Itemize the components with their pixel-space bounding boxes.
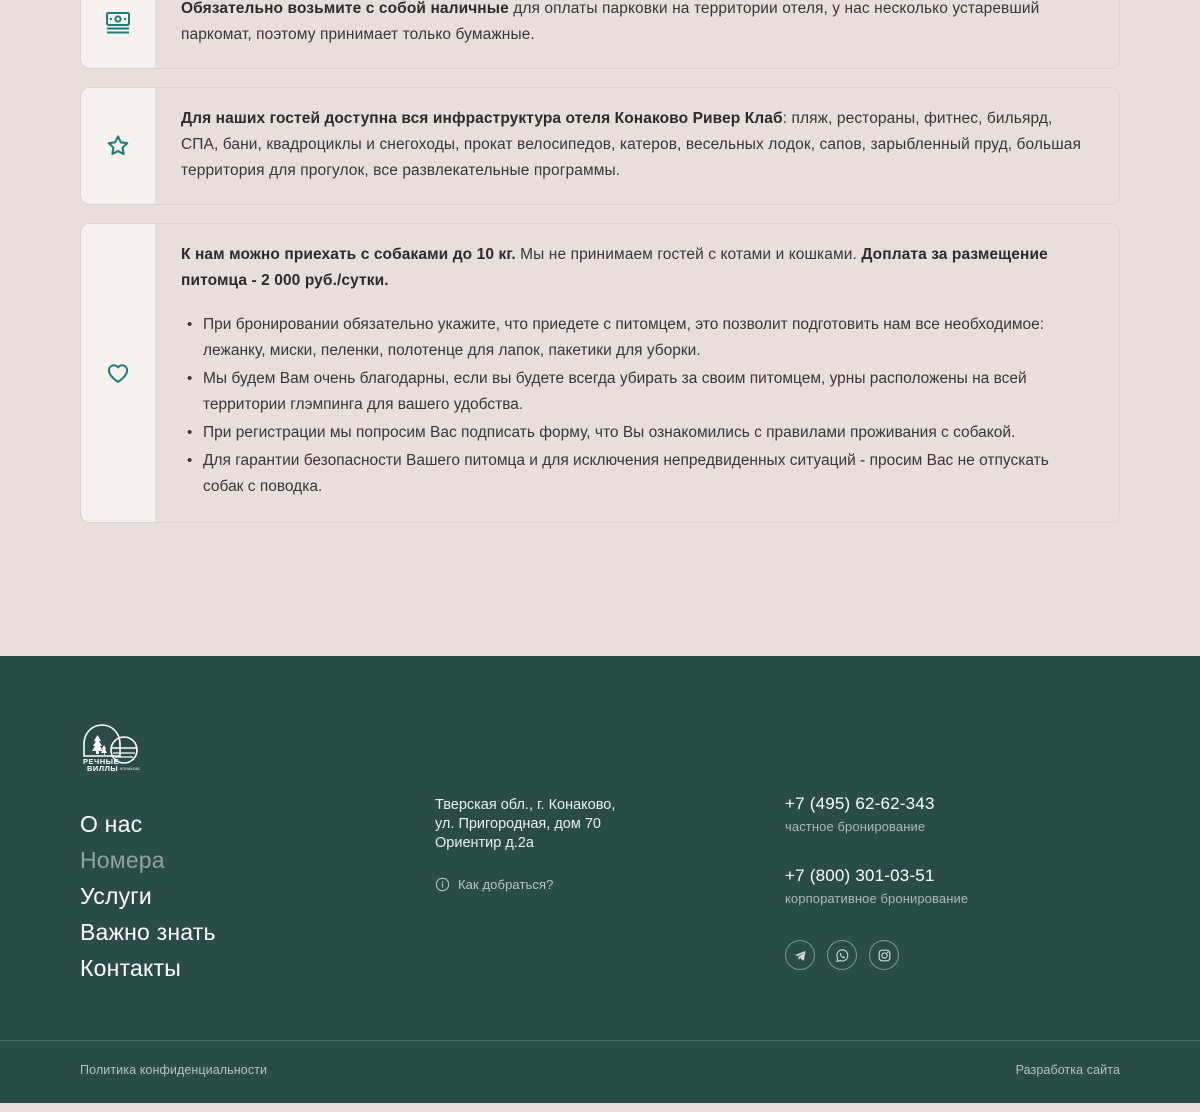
instagram-icon[interactable] [869, 940, 899, 970]
phone-block-private [785, 792, 1120, 838]
info-card [80, 0, 1120, 69]
list-item: • Мы будем Вам очень благодарны, если вы будете всегда убирать за своим питомцем, урны расположены на всей территории глэмпинга для вашего удобства. [181, 366, 1093, 418]
card-icon-panel [81, 0, 155, 68]
card-bullet-list [181, 312, 1093, 502]
address-line-3: Ориентир д.2а [435, 835, 534, 851]
card-bold-lead: Обязательно возьмите с собой наличные [181, 0, 509, 17]
card-icon-panel [81, 224, 155, 522]
card-bold-lead: К нам можно приехать с собаками до 10 кг. [181, 246, 516, 263]
footer-nav-item-important[interactable]: Важно знать [80, 919, 216, 945]
how-to-get-label: Как добраться? [458, 877, 554, 892]
card-body [155, 88, 1119, 204]
footer-main [0, 656, 1200, 1040]
privacy-policy-link[interactable]: Политика конфиденциальности [80, 1063, 268, 1077]
phone-caption-private: частное бронирование [785, 819, 926, 834]
card-paragraph [181, 0, 1093, 48]
svg-text:ВИЛЛЫ: ВИЛЛЫ [87, 764, 119, 772]
site-developer-link[interactable]: Разработка сайта [1015, 1063, 1120, 1077]
footer-nav-item-about[interactable]: О нас [80, 811, 143, 837]
card-body [155, 0, 1119, 68]
card-text-rest: : пляж, рестораны, фитнес, бильярд, СПА, бани, квадроциклы и снегоходы, прокат велосипедов, катеров, весельных лодок, сапов, зарыбленный пруд, большая территория для прогулок, все развлекательные программы. [181, 110, 1081, 179]
footer-brand-column [80, 718, 435, 986]
footer-bottom-bar [0, 1041, 1200, 1103]
footer-navigation [80, 806, 435, 986]
svg-text:РЕЧНЫЕ: РЕЧНЫЕ [83, 757, 120, 766]
footer-nav-item-services[interactable]: Услуги [80, 883, 152, 909]
card-paragraph [181, 106, 1093, 184]
footer-nav-item-rooms[interactable]: Номера [80, 847, 165, 873]
card-bold-lead: Для наших гостей доступна вся инфраструктура отеля Конаково Ривер Клаб [181, 110, 783, 127]
address-line-2: ул. Пригородная, дом 70 [435, 816, 601, 832]
address-line-1: Тверская обл., г. Конаково, [435, 797, 616, 813]
list-item: • При регистрации мы попросим Вас подписать форму, что Вы ознакомились с правилами проживания с собакой. [181, 420, 1093, 446]
list-item: • При бронировании обязательно укажите, что приедете с питомцем, это позволит подготовить нам все необходимое: лежанку, миски, пеленки, полотенце для лапок, пакетики для уборки. [181, 312, 1093, 364]
svg-text:КОНАКОВО: КОНАКОВО [120, 767, 140, 771]
phone-caption-corporate: корпоративное бронирование [785, 891, 969, 906]
river-villas-logo-icon[interactable] [80, 718, 140, 772]
footer-nav-item-contacts[interactable]: Контакты [80, 955, 181, 981]
site-footer [0, 656, 1200, 1103]
list-item: • Для гарантии безопасности Вашего питомца и для исключения непредвиденных ситуаций - просим Вас не отпускать собак с поводка. [181, 448, 1093, 500]
cash-banknote-icon [105, 10, 131, 36]
card-bold-tail: Доплата за размещение питомца - 2 000 руб./сутки. [181, 246, 1048, 289]
whatsapp-icon[interactable] [827, 940, 857, 970]
phone-block-corporate [785, 864, 1120, 910]
social-links [785, 940, 1120, 970]
heart-outline-icon [105, 360, 131, 386]
card-text-rest: Мы не принимаем гостей с котами и кошками. [515, 246, 862, 263]
card-text-rest: для оплаты парковки на территории отеля, у нас несколько устаревший паркомат, поэтому принимает только бумажные. [181, 0, 1040, 43]
phone-number-corporate[interactable]: +7 (800) 301-03-51 [785, 866, 935, 885]
info-circle-icon [435, 877, 450, 892]
footer-contacts-column [785, 718, 1120, 970]
info-card [80, 223, 1120, 523]
card-icon-panel [81, 88, 155, 204]
card-body [155, 224, 1119, 522]
phone-number-private[interactable]: +7 (495) 62-62-343 [785, 794, 935, 813]
star-outline-icon [105, 133, 131, 159]
info-card [80, 87, 1120, 205]
footer-address-column [435, 718, 785, 897]
section-spacer [80, 541, 1120, 656]
card-paragraph [181, 242, 1093, 294]
how-to-get-link[interactable] [435, 877, 553, 892]
address-block [435, 796, 785, 853]
telegram-icon[interactable] [785, 940, 815, 970]
